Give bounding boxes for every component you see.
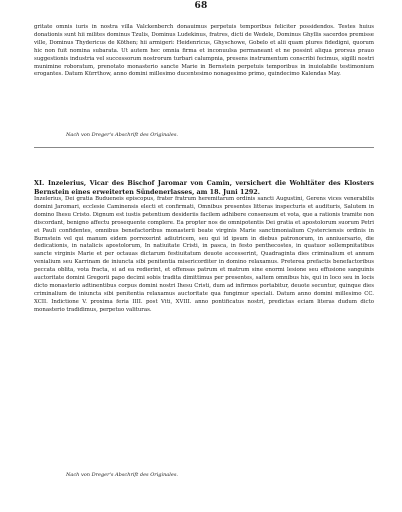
charter-text-continued: gritate omnis iuris in nostra villa Valckenberch donauimus perpetuis temporibus feliciter possidendos. Testes huius donationis sunt hii milites dominus Tzulis, Dominus Ludekinus, fratres, dicti de Wedele, Dominus Ghyllis sacerdos premisse ville, Dominus Thydericus de Köthen; hii armigeri: Heidenricus, Ghyschowe, Gobelo et alii quam plures fidedigni, quorum hic non fuit nomina subarata. Ut autem hec omnia firma et inconuulsa permaneant et ne possint aliqua prorsus prauo suggestionis industria vel successorum nostrorum turbari calumpnia, presens instrumentum conscribi fecimus, sigilli nostri munimine roboratum, prenotato monasterio sancte Marie in Bernstein perpetuis temporibus in inuiolabile testimonium erogantes. Datum Kürrthow, anno domini millesimo ducentesimo nonagesimo primo, quindecimo Kalendas May. [34, 24, 374, 78]
charter-heading-text: Inzelerius, Vicar des Bischof Jaromar von Camin, versichert die Wohltäter des Klosters Bernstein eines erweiterten Sündenerlasses, am 18. Juni 1292. [34, 179, 374, 196]
section-divider [34, 147, 374, 148]
source-note: Nach von Dreger's Abschrift des Originales. [66, 132, 179, 138]
page-number: 68 [194, 1, 208, 11]
charter-number: XI. [34, 179, 45, 187]
charter-heading [34, 179, 374, 196]
charter-text: Inzelerius, Dei gratia Budueneis episcopus, frater fratrum heremitarum ordinis sancti Augustini, Gerens vices venerabilis domini Jaromari, ecclesie Caminensis electi et confirmati, Omnibus presentes litteras inspecturis et audituris, Salutem in domino Ihesu Cristo. Dignum est iustis petentium desideriis facilem adhibere consensum et vota, que a rationis tramite non discordant, benigno affectu prosequente complere. Ea propter nos de omnipotentis Dei gratia et apostolorum suorum Petri et Pauli confidentes, omnibus benefactoribus monasterii beate virginis Marie sanctimonialium Cysterciensis ordinis in Burnstein vel qui manum eidem porrexerint adiutricem, seu qui id ipsum in diebus patronorum, in anniuersario, die dedicationis, in natalicis apostolorum, In natiuitate Cristi, in pasca, in festo penthecostes, in quatuor sollempnitatibus sancte virginis Marie et per octauas dictarum festiuitatum deuote accesserint, Quadraginta dies criminalium et annum venialium seu Karrinam de iniuncta sibi penitentia misericorditer in domino relaxamus. Preterea prefactis benefactoribus peccata oblita, vota fracta, si ad ea redierint, et offensas patrum et matrum sine enormi lesione seu effusione sanguinis auctoritate domini Gregorii papo decimi sobis tradita dimittimus per presentes, saltem omnibus his, qui in loco seu in locis dicto monasterio adtinentibus corpus domini nostri Ihesu Cristi, dum ad infirmos portabitur, deuote secuntur, quinque dies criminalium de iniuncta sibi penitentia relaxamus auctoritate qua fungimur speciali. Datum anno domini millesimo CC. XCII. Indictione V. proxima feria IIII. post Viti, XVIII. anno pontificatus nostri, predictas eciam literas dudum dicto monasterio tradidimus, perpetuo valituras. [34, 196, 374, 313]
source-note: Nach von Dreger's Abschrift des Originales. [66, 472, 179, 478]
